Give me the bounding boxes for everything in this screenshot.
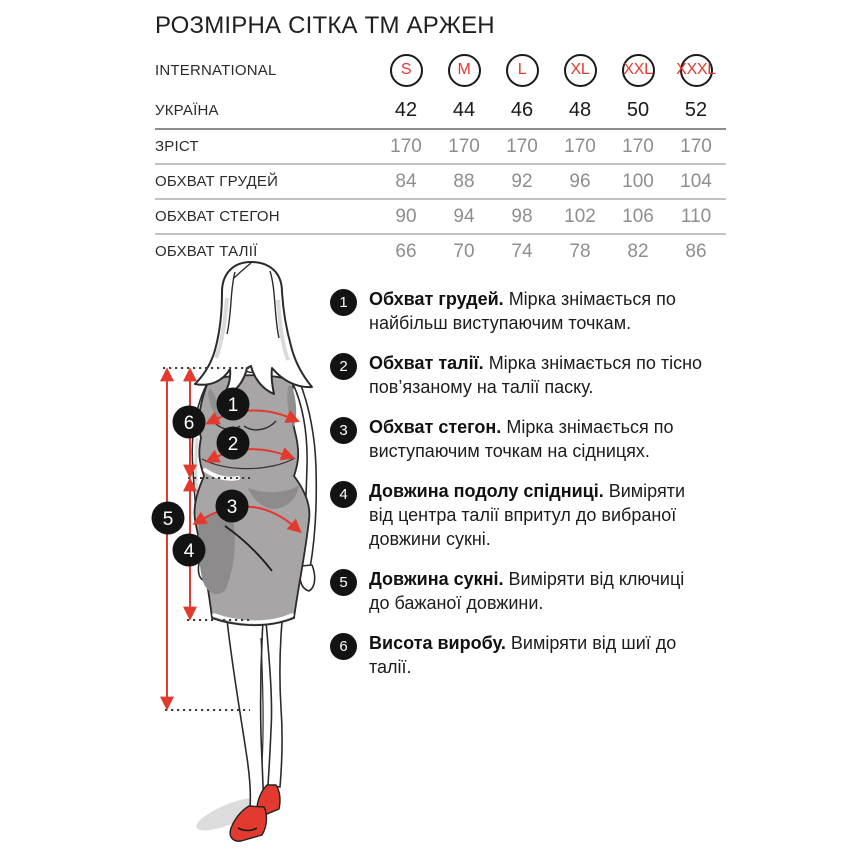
size-circle-xxxl [676, 54, 716, 87]
measure-value: 170 [390, 135, 422, 157]
ukraine-size-value: 52 [684, 98, 708, 121]
measure-value: 104 [680, 170, 712, 192]
row-label-international: INTERNATIONAL [155, 61, 277, 79]
ukraine-size-value: 48 [568, 98, 592, 121]
size-table [155, 48, 726, 268]
marker-circle-3 [216, 490, 249, 523]
marker-number: 3 [226, 497, 238, 518]
ukraine-size-value: 50 [626, 98, 650, 121]
legend-term: Обхват стегон. [369, 417, 502, 437]
size-letter: XL [570, 61, 590, 78]
legend-number-badge: 6 [330, 633, 357, 660]
measure-value: 92 [511, 170, 533, 192]
size-letter: L [517, 61, 527, 78]
measure-value: 88 [453, 170, 475, 192]
measure-value: 74 [511, 240, 533, 262]
measure-value: 70 [453, 240, 475, 262]
row-label: ОБХВАТ ТАЛІЇ [155, 243, 258, 260]
row-label-ukraine: УКРАЇНА [155, 101, 219, 119]
marker-circle-4 [173, 534, 206, 567]
size-cell [551, 54, 609, 87]
legend-item-dress-length [330, 567, 730, 615]
marker-number: 2 [227, 434, 239, 455]
legend-description: Виміряти від ключиці до бажаної довжини. [369, 569, 685, 613]
measure-value: 84 [395, 170, 417, 192]
legend-text [369, 479, 703, 551]
marker-number: 1 [227, 395, 239, 416]
legend-term: Довжина подолу спідниці. [369, 481, 604, 501]
measure-value: 78 [569, 240, 591, 262]
legend-term: Обхват талії. [369, 353, 484, 373]
ukraine-size-value: 46 [510, 98, 534, 121]
marker-circle-1 [217, 388, 250, 421]
legend-description: Мірка знімається по виступаючим точкам на сідницях. [369, 417, 674, 461]
legend-item-bodice-height [330, 631, 730, 679]
row-label: ЗРІСТ [155, 138, 199, 155]
legend-number-badge: 5 [330, 569, 357, 596]
marker-circle-6 [173, 406, 206, 439]
legend-number-badge: 1 [330, 289, 357, 316]
size-circle-xxl [622, 54, 655, 87]
legend-term: Висота виробу. [369, 633, 506, 653]
legend-text [369, 287, 703, 335]
measure-value: 82 [627, 240, 649, 262]
legend-text [369, 351, 703, 399]
size-cell [377, 54, 435, 87]
legend-item-waist [330, 351, 730, 399]
legs [227, 620, 282, 810]
legend-text [369, 415, 703, 463]
measure-value: 102 [564, 205, 596, 227]
ukraine-size-value: 42 [394, 98, 418, 121]
marker-number: 6 [183, 413, 195, 434]
size-cell [435, 54, 493, 87]
marker-number: 5 [162, 509, 174, 530]
table-row-hips [155, 200, 726, 235]
size-letter: XXXL [676, 61, 716, 78]
legend-item-hips [330, 415, 730, 463]
marker-circle-5 [152, 502, 185, 535]
measure-value: 170 [506, 135, 538, 157]
measure-value: 170 [680, 135, 712, 157]
legend-item-bust [330, 287, 730, 335]
size-letter: S [400, 61, 412, 78]
size-cell [493, 54, 551, 87]
legend-text [369, 567, 703, 615]
table-row-international [155, 48, 726, 92]
table-row-bust [155, 165, 726, 200]
measure-value: 170 [448, 135, 480, 157]
size-circle-m [448, 54, 481, 87]
legend-text [369, 631, 703, 679]
legend-term: Обхват грудей. [369, 289, 504, 309]
measure-value: 110 [680, 205, 712, 227]
measure-value: 98 [511, 205, 533, 227]
legend-description: Мірка знімається по найбільш виступаючим точкам. [369, 289, 676, 333]
page-title: РОЗМІРНА СІТКА ТМ АРЖЕН [155, 12, 495, 39]
legend-description: Виміряти від шиї до талії. [369, 633, 677, 677]
measure-value: 86 [685, 240, 707, 262]
legend-number-badge: 2 [330, 353, 357, 380]
size-circle-xl [564, 54, 597, 87]
legend-term: Довжина сукні. [369, 569, 504, 589]
table-row-height [155, 130, 726, 165]
size-circle-s [390, 54, 423, 87]
marker-number: 4 [183, 541, 195, 562]
legend-description: Виміряти від центра талії впритул до вибраної довжини сукні. [369, 481, 686, 549]
row-label: ОБХВАТ СТЕГОН [155, 208, 280, 225]
marker-circle-2 [217, 427, 250, 460]
legend-number-badge: 4 [330, 481, 357, 508]
woman-figure-illustration [130, 258, 330, 850]
ukraine-size-value: 44 [452, 98, 476, 121]
measure-value: 170 [564, 135, 596, 157]
measure-value: 66 [395, 240, 417, 262]
table-row-ukraine [155, 92, 726, 130]
measurement-legend [330, 287, 730, 679]
row-label: ОБХВАТ ГРУДЕЙ [155, 173, 279, 190]
measure-value: 94 [453, 205, 475, 227]
measure-value: 90 [395, 205, 417, 227]
legend-number-badge: 3 [330, 417, 357, 444]
measure-value: 170 [622, 135, 654, 157]
measure-value: 106 [622, 205, 654, 227]
dress [194, 375, 309, 625]
size-cell [667, 54, 725, 87]
measure-value: 100 [622, 170, 654, 192]
size-cell [609, 54, 667, 87]
legend-description: Мірка знімається по тісно пов’язаному на талії паску. [369, 353, 703, 397]
legend-item-skirt-length [330, 479, 730, 551]
size-letter: M [457, 61, 471, 78]
measure-value: 96 [569, 170, 591, 192]
size-circle-l [506, 54, 539, 87]
size-letter: XXL [623, 61, 653, 78]
